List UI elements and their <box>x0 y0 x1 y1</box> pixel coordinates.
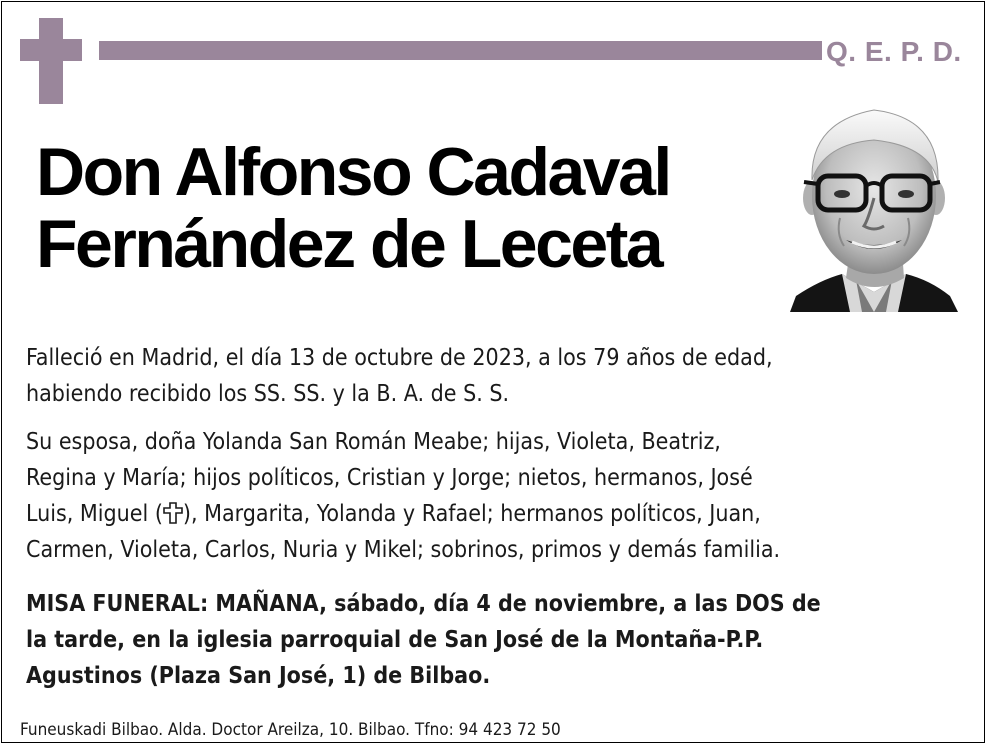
funeral-line3: Agustinos (Plaza San José, 1) de Bilbao. <box>26 663 491 689</box>
death-notice-line2: habiendo recibido los SS. SS. y la B. A. de S. S. <box>26 381 510 407</box>
death-notice <box>26 340 966 412</box>
family-line1: Su esposa, doña Yolanda San Román Meabe; hijas, Violeta, Beatriz, <box>26 429 721 455</box>
deceased-name <box>36 136 670 280</box>
header-band <box>99 41 822 60</box>
funeral-line1: MISA FUNERAL: MAÑANA, sábado, día 4 de noviembre, a las DOS de <box>26 591 821 617</box>
death-notice-line1: Falleció en Madrid, el día 13 de octubre de 2023, a los 79 años de edad, <box>26 345 773 371</box>
family-line2: Regina y María; hijos políticos, Cristian y Jorge; nietos, hermanos, José <box>26 465 753 491</box>
family-line3 <box>26 496 966 532</box>
deceased-name-line2: Fernández de Leceta <box>36 206 662 282</box>
family-list <box>26 424 966 568</box>
family-line3-after: ), Margarita, Yolanda y Rafael; hermanos políticos, Juan, <box>182 501 761 527</box>
family-line4: Carmen, Violeta, Carlos, Nuria y Mikel; sobrinos, primos y demás familia. <box>26 537 781 563</box>
family-line3-before: Luis, Miguel ( <box>26 501 163 527</box>
obituary-card <box>1 1 985 743</box>
small-cross-icon <box>163 502 183 524</box>
cross-icon-vertical <box>39 18 63 104</box>
portrait-photo <box>790 100 958 312</box>
funeral-mass-info <box>26 586 966 694</box>
funeral-line2: la tarde, en la iglesia parroquial de San José de la Montaña-P.P. <box>26 627 764 653</box>
qepd-label: Q. E. P. D. <box>826 36 962 67</box>
cross-icon-horizontal <box>20 39 82 61</box>
funeral-home-footer: Funeuskadi Bilbao. Alda. Doctor Areilza, 10. Bilbao. Tfno: 94 423 72 50 <box>20 720 561 740</box>
deceased-name-line1: Don Alfonso Cadaval <box>36 134 670 210</box>
